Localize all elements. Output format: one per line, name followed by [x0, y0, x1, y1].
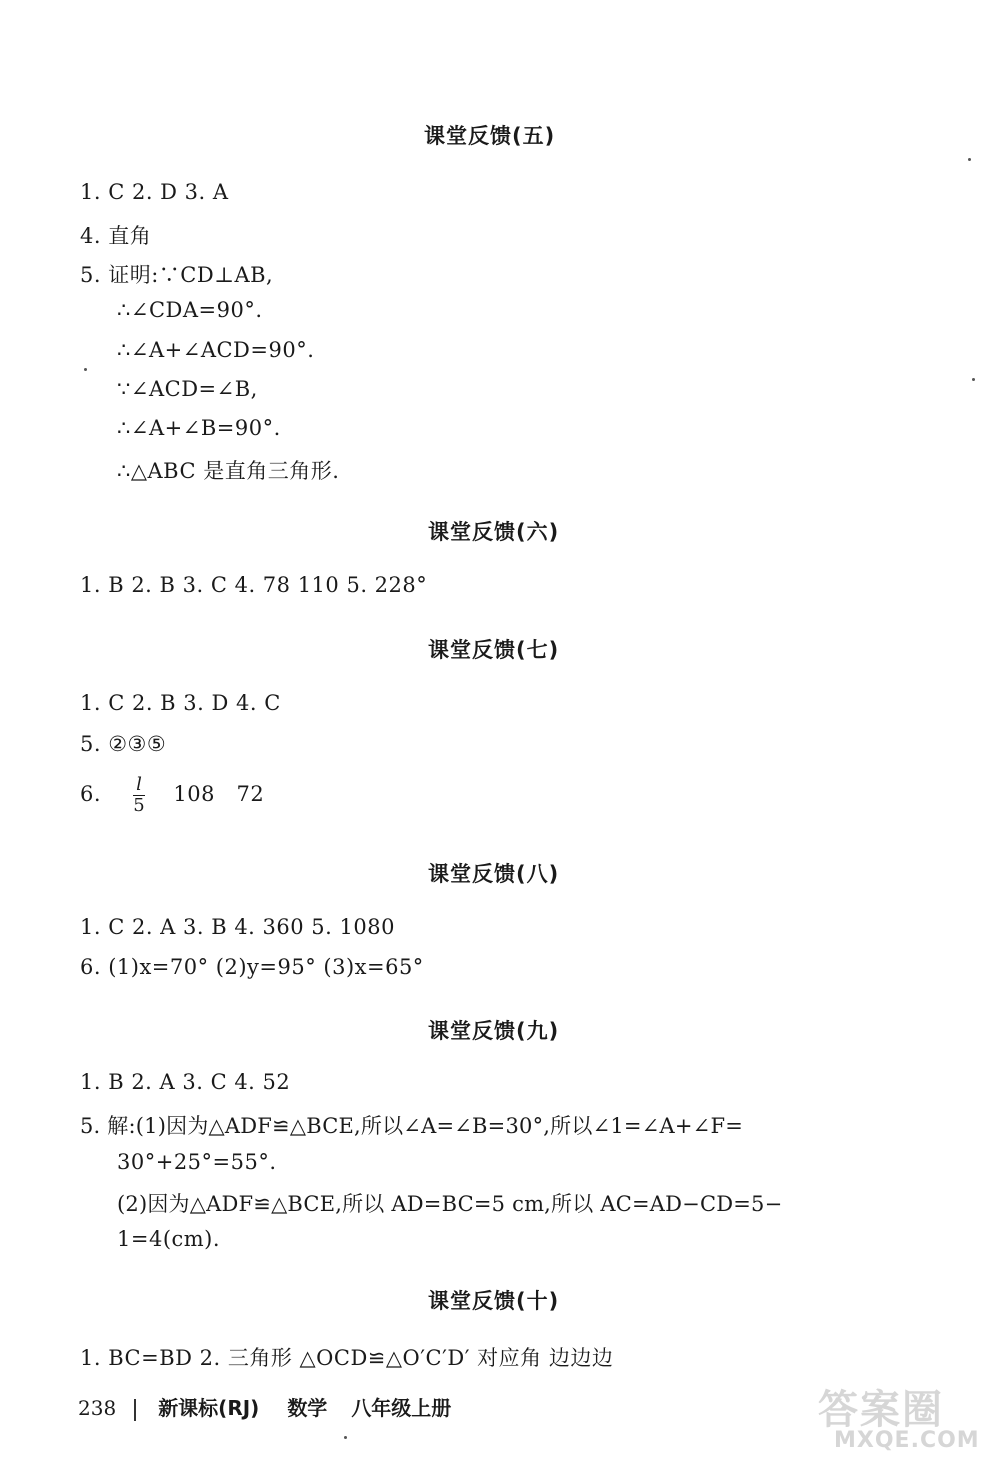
subject: 数学	[287, 1396, 328, 1420]
answer-line-fraction	[80, 775, 264, 816]
answer-line: 5. ②③⑤	[80, 732, 167, 756]
proof-step: ∴∠CDA=90°.	[117, 298, 263, 322]
scan-speck	[972, 378, 975, 381]
footer-divider	[134, 1399, 136, 1421]
page-footer	[78, 1392, 451, 1421]
proof-step: ∴△ABC 是直角三角形.	[117, 459, 340, 483]
book-series: 新课标(RJ)	[158, 1396, 260, 1420]
answer-line: 1. BC=BD 2. 三角形 △OCD≌△O′C′D′ 对应角 边边边	[80, 1346, 614, 1370]
section-heading-8: 课堂反馈(八)	[428, 862, 560, 886]
answer-line: 5. 证明:∵CD⊥AB,	[80, 263, 274, 287]
fraction	[130, 775, 148, 816]
solution-line: (2)因为△ADF≌△BCE,所以 AD=BC=5 cm,所以 AC=AD−CD=5−	[117, 1192, 783, 1216]
page-number: 238	[78, 1396, 117, 1420]
proof-step: ∴∠A+∠ACD=90°.	[117, 338, 315, 362]
proof-step: ∴∠A+∠B=90°.	[117, 416, 281, 440]
solution-line: 30°+25°=55°.	[117, 1150, 277, 1174]
scan-speck	[344, 1436, 347, 1439]
section-heading-9: 课堂反馈(九)	[428, 1019, 560, 1043]
section-heading-6: 课堂反馈(六)	[428, 520, 560, 544]
answer-line: 1. B 2. A 3. C 4. 52	[80, 1070, 291, 1094]
answer-line: 4. 直角	[80, 224, 152, 248]
fraction-rest: 108 72	[173, 781, 265, 806]
scan-speck	[84, 368, 87, 371]
watermark-url: MXQE.COM	[834, 1428, 980, 1453]
solution-line: 5. 解:(1)因为△ADF≌△BCE,所以∠A=∠B=30°,所以∠1=∠A+∠F=	[80, 1114, 744, 1138]
section-heading-7: 课堂反馈(七)	[428, 638, 560, 662]
fraction-denominator: 5	[133, 794, 146, 816]
grade: 八年级上册	[351, 1396, 452, 1420]
watermark-logo: 答案圈	[818, 1387, 944, 1433]
scan-speck	[968, 158, 971, 161]
section-heading-10: 课堂反馈(十)	[428, 1289, 560, 1313]
answer-line: 6. (1)x=70° (2)y=95° (3)x=65°	[80, 955, 424, 979]
answer-line: 1. B 2. B 3. C 4. 78 110 5. 228°	[80, 573, 428, 597]
fraction-numerator: l	[133, 775, 145, 796]
answer-line: 1. C 2. D 3. A	[80, 180, 229, 204]
question-number: 6.	[80, 781, 102, 806]
proof-step: ∵∠ACD=∠B,	[117, 377, 258, 401]
solution-line: 1=4(cm).	[117, 1227, 221, 1251]
section-heading-5: 课堂反馈(五)	[424, 124, 556, 148]
answer-line: 1. C 2. A 3. B 4. 360 5. 1080	[80, 915, 395, 939]
answer-line: 1. C 2. B 3. D 4. C	[80, 691, 281, 715]
